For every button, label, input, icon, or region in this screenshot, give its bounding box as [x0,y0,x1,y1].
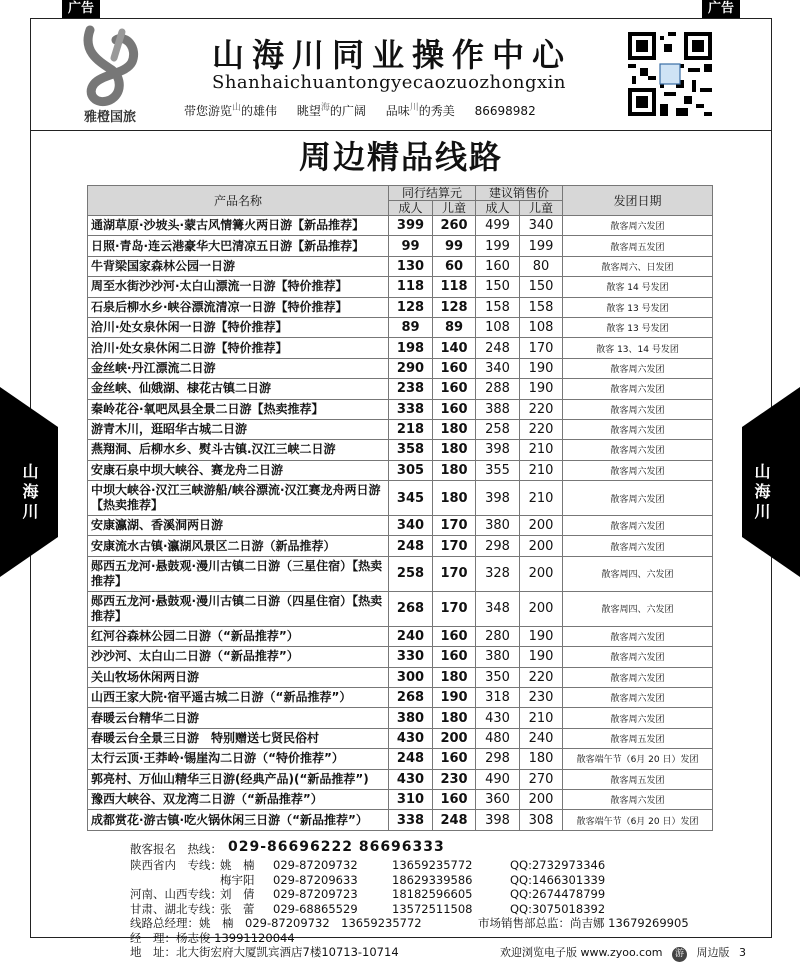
contact-lines [130,858,690,916]
table-row [88,440,713,460]
table-row [88,591,713,626]
trade-child-price: 160 [433,647,476,667]
trade-child-price: 160 [433,379,476,399]
trade-adult-price: 198 [389,338,433,358]
table-row [88,769,713,789]
depart-date: 散客周六、日发团 [563,256,713,276]
trade-child-price: 140 [433,338,476,358]
depart-date: 散客周六发团 [563,379,713,399]
retail-adult-price: 355 [476,460,520,480]
trade-child-price: 160 [433,626,476,646]
header-trade-child: 儿童 [433,201,476,216]
trade-adult-price: 240 [389,626,433,646]
depart-date: 散客周六发团 [563,516,713,536]
depart-date: 散客 14 号发团 [563,277,713,297]
retail-child-price: 210 [520,440,563,460]
trade-child-price: 170 [433,536,476,556]
depart-date: 散客周六发团 [563,419,713,439]
trade-adult-price: 305 [389,460,433,480]
depart-date: 散客周六发团 [563,647,713,667]
retail-adult-price: 160 [476,256,520,276]
trade-child-price: 160 [433,789,476,809]
route-name: 山西王家大院·宿平遥古城二日游（“新品推荐”） [88,688,389,708]
company-title-pinyin: Shanhaichuantongyecaozuozhongxin [212,72,567,93]
trade-child-price: 180 [433,419,476,439]
retail-adult-price: 350 [476,667,520,687]
header-retail-price: 建议销售价 [476,186,563,201]
table-row [88,810,713,830]
ad-tag-right: 广告 [702,0,740,18]
trade-adult-price: 330 [389,647,433,667]
contact-name: 姚 楠 [220,858,255,872]
table-row [88,536,713,556]
header-product-name: 产品名称 [88,186,389,216]
trade-adult-price: 248 [389,536,433,556]
routes-table-body [88,216,713,831]
header-retail-adult: 成人 [476,201,520,216]
trade-child-price: 180 [433,460,476,480]
retail-adult-price: 398 [476,810,520,830]
retail-child-price: 190 [520,379,563,399]
depart-date: 散客端午节（6月 20 日）发团 [563,810,713,830]
trade-child-price: 160 [433,399,476,419]
table-row [88,399,713,419]
retail-child-price: 80 [520,256,563,276]
trade-adult-price: 430 [389,728,433,748]
retail-child-price: 190 [520,358,563,378]
table-row [88,338,713,358]
footer-section: 周边版 [696,946,730,959]
trade-child-price: 170 [433,591,476,626]
route-name: 安康瀛湖、香溪洞两日游 [88,516,389,536]
header-retail-child: 儿童 [520,201,563,216]
depart-date: 散客端午节（6月 20 日）发团 [563,749,713,769]
route-name: 金丝峡、仙娥湖、棣花古镇二日游 [88,379,389,399]
trade-adult-price: 238 [389,379,433,399]
route-name: 石泉后柳水乡·峡谷漂流清凉一日游【特价推荐】 [88,297,389,317]
table-row [88,789,713,809]
header-depart-date: 发团日期 [563,186,713,216]
contact-phone: 029-87209723 [273,887,358,901]
trade-child-price: 118 [433,277,476,297]
contact-name: 张 蕾 [220,901,255,916]
trade-adult-price: 268 [389,688,433,708]
depart-date: 散客周五发团 [563,769,713,789]
trade-child-price: 200 [433,728,476,748]
slogan-part-1: 带您游览$^山$的雄伟 [184,103,278,118]
table-row [88,236,713,256]
ad-tag-left: 广告 [62,0,100,18]
route-name: 郧西五龙河·悬鼓观·漫川古镇二日游（四星住宿）【热卖推荐】 [88,591,389,626]
route-name: 太行云顶·王莽岭·锡崖沟二日游（“特价推荐”） [88,749,389,769]
route-name: 安康石泉中坝大峡谷、赛龙舟二日游 [88,460,389,480]
depart-date: 散客周六发团 [563,216,713,236]
retail-child-price: 190 [520,647,563,667]
retail-adult-price: 499 [476,216,520,236]
trade-child-price: 180 [433,440,476,460]
depart-date: 散客周六发团 [563,481,713,516]
general-manager: 经 理：杨志俊 13991120044 [130,930,295,945]
contact-region: 河南、山西专线： [130,887,222,901]
trade-adult-price: 118 [389,277,433,297]
trade-child-price: 160 [433,358,476,378]
contact-phone: 029-87209633 [273,872,358,887]
route-name: 豫西大峡谷、双龙湾二日游（“新品推荐”） [88,789,389,809]
table-row [88,460,713,480]
retail-adult-price: 199 [476,236,520,256]
hotline-numbers: 029-86696222 86696333 [228,839,445,855]
table-row [88,419,713,439]
table-row [88,688,713,708]
trade-child-price: 160 [433,749,476,769]
contact-mobile: 13572511508 [392,901,473,916]
trade-child-price: 180 [433,667,476,687]
depart-date: 散客周五发团 [563,236,713,256]
slogan-part-2: 眺望$^海$的广阔 [296,103,366,118]
table-row [88,667,713,687]
contact-name: 梅宇阳 [220,872,255,887]
retail-child-price: 230 [520,688,563,708]
depart-date: 散客周五发团 [563,728,713,748]
trade-adult-price: 130 [389,256,433,276]
depart-date: 散客周四、六发团 [563,556,713,591]
depart-date: 散客 13 号发团 [563,317,713,337]
retail-adult-price: 388 [476,399,520,419]
contact-block [130,839,690,960]
retail-child-price: 190 [520,626,563,646]
table-row [88,277,713,297]
contact-mobile: 18182596605 [392,887,473,901]
retail-child-price: 200 [520,536,563,556]
header-trade-price: 同行结算元 [389,186,476,201]
table-row [88,481,713,516]
retail-child-price: 270 [520,769,563,789]
route-name: 春暖云台全景三日游 特别赠送七贤民俗村 [88,728,389,748]
retail-adult-price: 340 [476,358,520,378]
retail-child-price: 210 [520,481,563,516]
retail-child-price: 108 [520,317,563,337]
trade-adult-price: 310 [389,789,433,809]
contact-phone: 029-68865529 [273,901,358,916]
trade-adult-price: 248 [389,749,433,769]
routes-table [87,185,713,831]
route-name: 郧西五龙河·悬鼓观·漫川古镇二日游（三星住宿）【热卖推荐】 [88,556,389,591]
trade-adult-price: 128 [389,297,433,317]
table-row [88,297,713,317]
depart-date: 散客周六发团 [563,440,713,460]
slogan-phone: 86698982 [474,104,536,118]
retail-adult-price: 328 [476,556,520,591]
retail-child-price: 308 [520,810,563,830]
retail-child-price: 220 [520,419,563,439]
route-name: 安康流水古镇·瀛湖风景区二日游（新品推荐） [88,536,389,556]
route-manager: 线路总经理：姚 楠 029-87209732 13659235772 [130,916,422,930]
trade-child-price: 260 [433,216,476,236]
retail-child-price: 210 [520,460,563,480]
retail-adult-price: 380 [476,516,520,536]
trade-adult-price: 218 [389,419,433,439]
retail-child-price: 158 [520,297,563,317]
depart-date: 散客周六发团 [563,358,713,378]
brand-logo [60,22,160,125]
contact-line [130,887,690,902]
contact-line [130,902,690,917]
retail-child-price: 340 [520,216,563,236]
retail-adult-price: 108 [476,317,520,337]
trade-adult-price: 268 [389,591,433,626]
depart-date: 散客周四、六发团 [563,591,713,626]
footer-page-number: 3 [739,946,747,959]
retail-adult-price: 398 [476,440,520,460]
contact-line [130,858,690,873]
table-row [88,216,713,236]
table-row [88,626,713,646]
slogan [184,100,552,119]
contact-name: 刘 倩 [220,887,255,901]
trade-child-price: 128 [433,297,476,317]
trade-adult-price: 290 [389,358,433,378]
depart-date: 散客周六发团 [563,460,713,480]
trade-child-price: 248 [433,810,476,830]
depart-date: 散客周六发团 [563,536,713,556]
route-name: 洽川·处女泉休闲二日游【特价推荐】 [88,338,389,358]
depart-date: 散客周六发团 [563,399,713,419]
table-row [88,256,713,276]
table-row [88,728,713,748]
route-name: 日照·青岛·连云港豪华大巴清凉五日游【新品推荐】 [88,236,389,256]
trade-child-price: 180 [433,708,476,728]
side-tab-left [0,387,58,581]
retail-adult-price: 158 [476,297,520,317]
retail-adult-price: 398 [476,481,520,516]
trade-adult-price: 399 [389,216,433,236]
route-name: 游青木川，逛昭华古城二日游 [88,419,389,439]
retail-child-price: 150 [520,277,563,297]
table-row [88,749,713,769]
retail-child-price: 200 [520,789,563,809]
route-name: 沙沙河、太白山二日游（“新品推荐”） [88,647,389,667]
trade-child-price: 170 [433,516,476,536]
footer-badge-icon: 游 [672,947,687,962]
retail-adult-price: 360 [476,789,520,809]
section-title: 周边精品线路 [298,138,503,176]
contact-mobile: 18629339586 [392,872,473,887]
table-row [88,556,713,591]
contact-region: 甘肃、湖北专线： [130,901,222,916]
trade-adult-price: 258 [389,556,433,591]
side-tab-right-text: 山海川 [752,463,771,523]
route-name: 郭亮村、万仙山精华三日游(经典产品)(“新品推荐”) [88,769,389,789]
retail-adult-price: 430 [476,708,520,728]
depart-date: 散客周六发团 [563,626,713,646]
trade-adult-price: 338 [389,810,433,830]
route-name: 红河谷森林公园二日游（“新品推荐”） [88,626,389,646]
slogan-part-3: 品味$^川$的秀美 [385,103,455,118]
retail-adult-price: 298 [476,749,520,769]
trade-adult-price: 430 [389,769,433,789]
table-row [88,516,713,536]
trade-child-price: 180 [433,481,476,516]
contact-qq: QQ:2674478799 [510,887,606,901]
retail-child-price: 200 [520,516,563,536]
trade-child-price: 230 [433,769,476,789]
retail-child-price: 180 [520,749,563,769]
trade-child-price: 190 [433,688,476,708]
trade-adult-price: 345 [389,481,433,516]
depart-date: 散客周六发团 [563,667,713,687]
retail-adult-price: 348 [476,591,520,626]
trade-adult-price: 89 [389,317,433,337]
retail-adult-price: 490 [476,769,520,789]
side-tab-right [742,387,800,581]
retail-child-price: 199 [520,236,563,256]
depart-date: 散客周六发团 [563,708,713,728]
retail-adult-price: 380 [476,647,520,667]
contact-phone: 029-87209732 [273,858,358,872]
trade-child-price: 99 [433,236,476,256]
trade-adult-price: 300 [389,667,433,687]
contact-qq: QQ:1466301339 [510,872,606,887]
address: 地 址：北大街宏府大厦凯宾酒店7楼10713-10714 [130,945,399,959]
footer [500,944,752,962]
route-name: 成都赏花·游古镇·吃火锅休闲三日游（“新品推荐”） [88,810,389,830]
contact-mobile: 13659235772 [392,858,473,872]
retail-adult-price: 248 [476,338,520,358]
retail-adult-price: 480 [476,728,520,748]
trade-adult-price: 340 [389,516,433,536]
qr-code-icon [628,32,712,116]
logo-text: 雅橙国旅 [83,110,136,125]
table-row [88,708,713,728]
route-name: 春暖云台精华二日游 [88,708,389,728]
route-name: 牛背梁国家森林公园一日游 [88,256,389,276]
trade-child-price: 60 [433,256,476,276]
trade-child-price: 89 [433,317,476,337]
footer-welcome: 欢迎浏览电子版 www.zyoo.com [500,946,663,959]
depart-date: 散客 13 号发团 [563,297,713,317]
table-row [88,358,713,378]
trade-adult-price: 99 [389,236,433,256]
route-name: 通湖草原·沙坡头·蒙古风情篝火两日游【新品推荐】 [88,216,389,236]
route-name: 周至水街沙沙河·太白山漂流一日游【特价推荐】 [88,277,389,297]
retail-child-price: 170 [520,338,563,358]
trade-adult-price: 358 [389,440,433,460]
retail-adult-price: 298 [476,536,520,556]
sales-director: 市场销售部总监：尚吉娜 13679269905 [478,916,689,930]
retail-adult-price: 288 [476,379,520,399]
contact-qq: QQ:3075018392 [510,901,606,916]
trade-child-price: 170 [433,556,476,591]
route-name: 中坝大峡谷·汉江三峡游船/峡谷漂流·汉江赛龙舟两日游【热卖推荐】 [88,481,389,516]
route-name: 秦岭花谷·氧吧凤县全景二日游【热卖推荐】 [88,399,389,419]
table-row [88,647,713,667]
route-name: 燕翔洞、后柳水乡、熨斗古镇.汉江三峡二日游 [88,440,389,460]
depart-date: 散客 13、14 号发团 [563,338,713,358]
trade-adult-price: 380 [389,708,433,728]
contact-region: 陕西省内 专线： [130,858,222,872]
retail-child-price: 200 [520,556,563,591]
side-tab-left-text: 山海川 [20,463,39,523]
retail-child-price: 220 [520,399,563,419]
table-row [88,379,713,399]
retail-child-price: 210 [520,708,563,728]
header-trade-adult: 成人 [389,201,433,216]
depart-date: 散客周六发团 [563,789,713,809]
company-title: 山海川同业操作中心 [212,36,573,74]
retail-adult-price: 150 [476,277,520,297]
table-row [88,317,713,337]
depart-date: 散客周六发团 [563,688,713,708]
retail-adult-price: 280 [476,626,520,646]
retail-adult-price: 318 [476,688,520,708]
retail-child-price: 200 [520,591,563,626]
route-name: 金丝峡·丹江漂流二日游 [88,358,389,378]
route-name: 关山牧场休闲两日游 [88,667,389,687]
retail-adult-price: 258 [476,419,520,439]
route-name: 洽川·处女泉休闲一日游【特价推荐】 [88,317,389,337]
retail-child-price: 240 [520,728,563,748]
trade-adult-price: 338 [389,399,433,419]
retail-child-price: 220 [520,667,563,687]
contact-line [130,873,690,888]
contact-qq: QQ:2732973346 [510,858,606,872]
hotline-label: 散客报名 热线： [130,842,222,856]
